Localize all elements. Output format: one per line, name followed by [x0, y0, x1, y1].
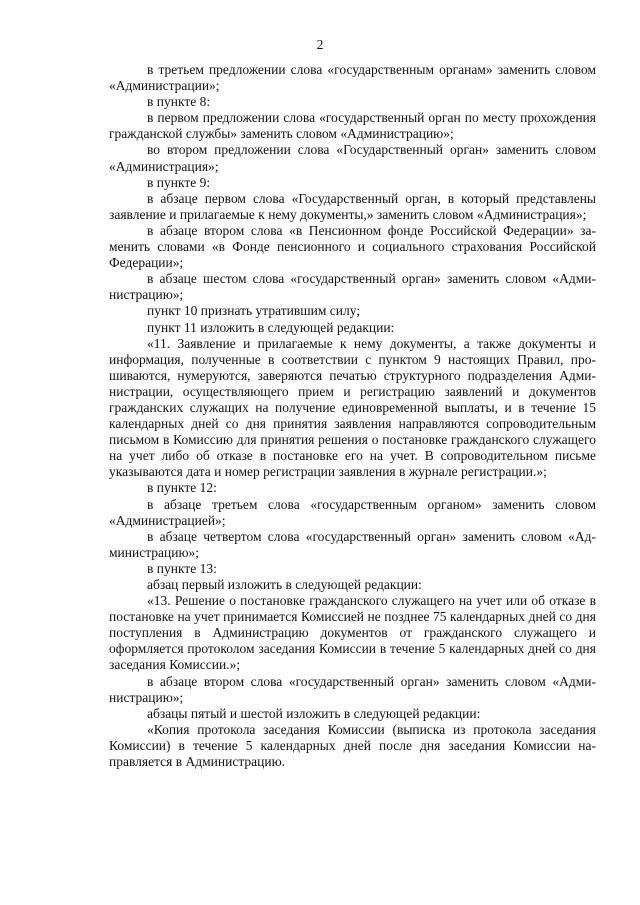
paragraph: абзацы пятый и шестой изложить в следующей редакции: — [147, 705, 481, 721]
paragraph: в абзаце шестом слова «государственный орган» заменить словом «Администрацию»; — [109, 271, 596, 303]
paragraph: в пункте 8: — [147, 94, 211, 110]
paragraph: в пункте 12: — [147, 480, 217, 496]
paragraph: «13. Решение о постановке гражданского служащего на учет или об отказе в постановке на учет принимается Комиссией не позднее 75 календарных дней со дня поступления в Администрацию документов от гражданского служащего и оформляется протоколом заседания Комиссии в течение 5 календарных дней со дня заседания Комиссии.»; — [109, 593, 596, 673]
paragraph: в пункте 13: — [147, 560, 217, 576]
paragraph: в абзаце первом слова «Государственный орган, в который представлены заявление и прилагаемые к нему документы,» заменить словом «Администрация»; — [109, 190, 596, 222]
paragraph: в абзаце четвертом слова «государственный орган» заменить словом «Администрацию»; — [109, 528, 596, 560]
paragraph: в пункте 9: — [147, 174, 211, 190]
paragraph: во втором предложении слова «Государственный орган» заменить словом «Администрация»; — [109, 142, 596, 174]
paragraph: пункт 10 признать утратившим силу; — [147, 303, 361, 319]
paragraph: пункт 11 изложить в следующей редакции: — [147, 319, 395, 335]
page-number: 2 — [316, 37, 324, 52]
paragraph: абзац первый изложить в следующей редакции: — [147, 577, 422, 592]
document-body — [109, 62, 596, 770]
paragraph: «11. Заявление и прилагаемые к нему документы, а также документы и информация, полученные в соответствии с пунктом 9 настоящих Правил, прошиваются, нумеруются, заверяются печатью структурного подразделения Администрации, осуществляющего прием и регистрацию заявлений и документов гражданских служащих на получение единовременной выплаты, и в течение 15 календарных дней со дня принятия заявления направляются сопроводительным письмом в Комиссию для принятия решения о постановке гражданского служащего на учет либо об отказе в постановке его на учет. В сопроводительном письме указываются дата и номер регистрации заявления в журнале регистрации.»; — [109, 335, 596, 480]
paragraph: «Копия протокола заседания Комиссии (выписка из протокола заседания Комиссии) в течение 5 календарных дней после дня заседания Комиссии направляется в Администрацию. — [109, 721, 596, 770]
paragraph: в третьем предложении слова «государственным органам» заменить словом «Администрации»; — [109, 62, 596, 94]
paragraph: в первом предложении слова «государственный орган по месту прохождения гражданской службы» заменить словом «Администрацию»; — [109, 110, 596, 142]
paragraph: в абзаце втором слова «в Пенсионном фонде Российской Федерации» заменить словами «в Фонде пенсионного и социального страхования Российской Федерации»; — [109, 222, 596, 271]
paragraph: в абзаце третьем слова «государственным органом» заменить словом «Администрацией»; — [109, 496, 596, 528]
paragraph: в абзаце втором слова «государственный орган» заменить словом «Администрацию»; — [109, 673, 596, 705]
